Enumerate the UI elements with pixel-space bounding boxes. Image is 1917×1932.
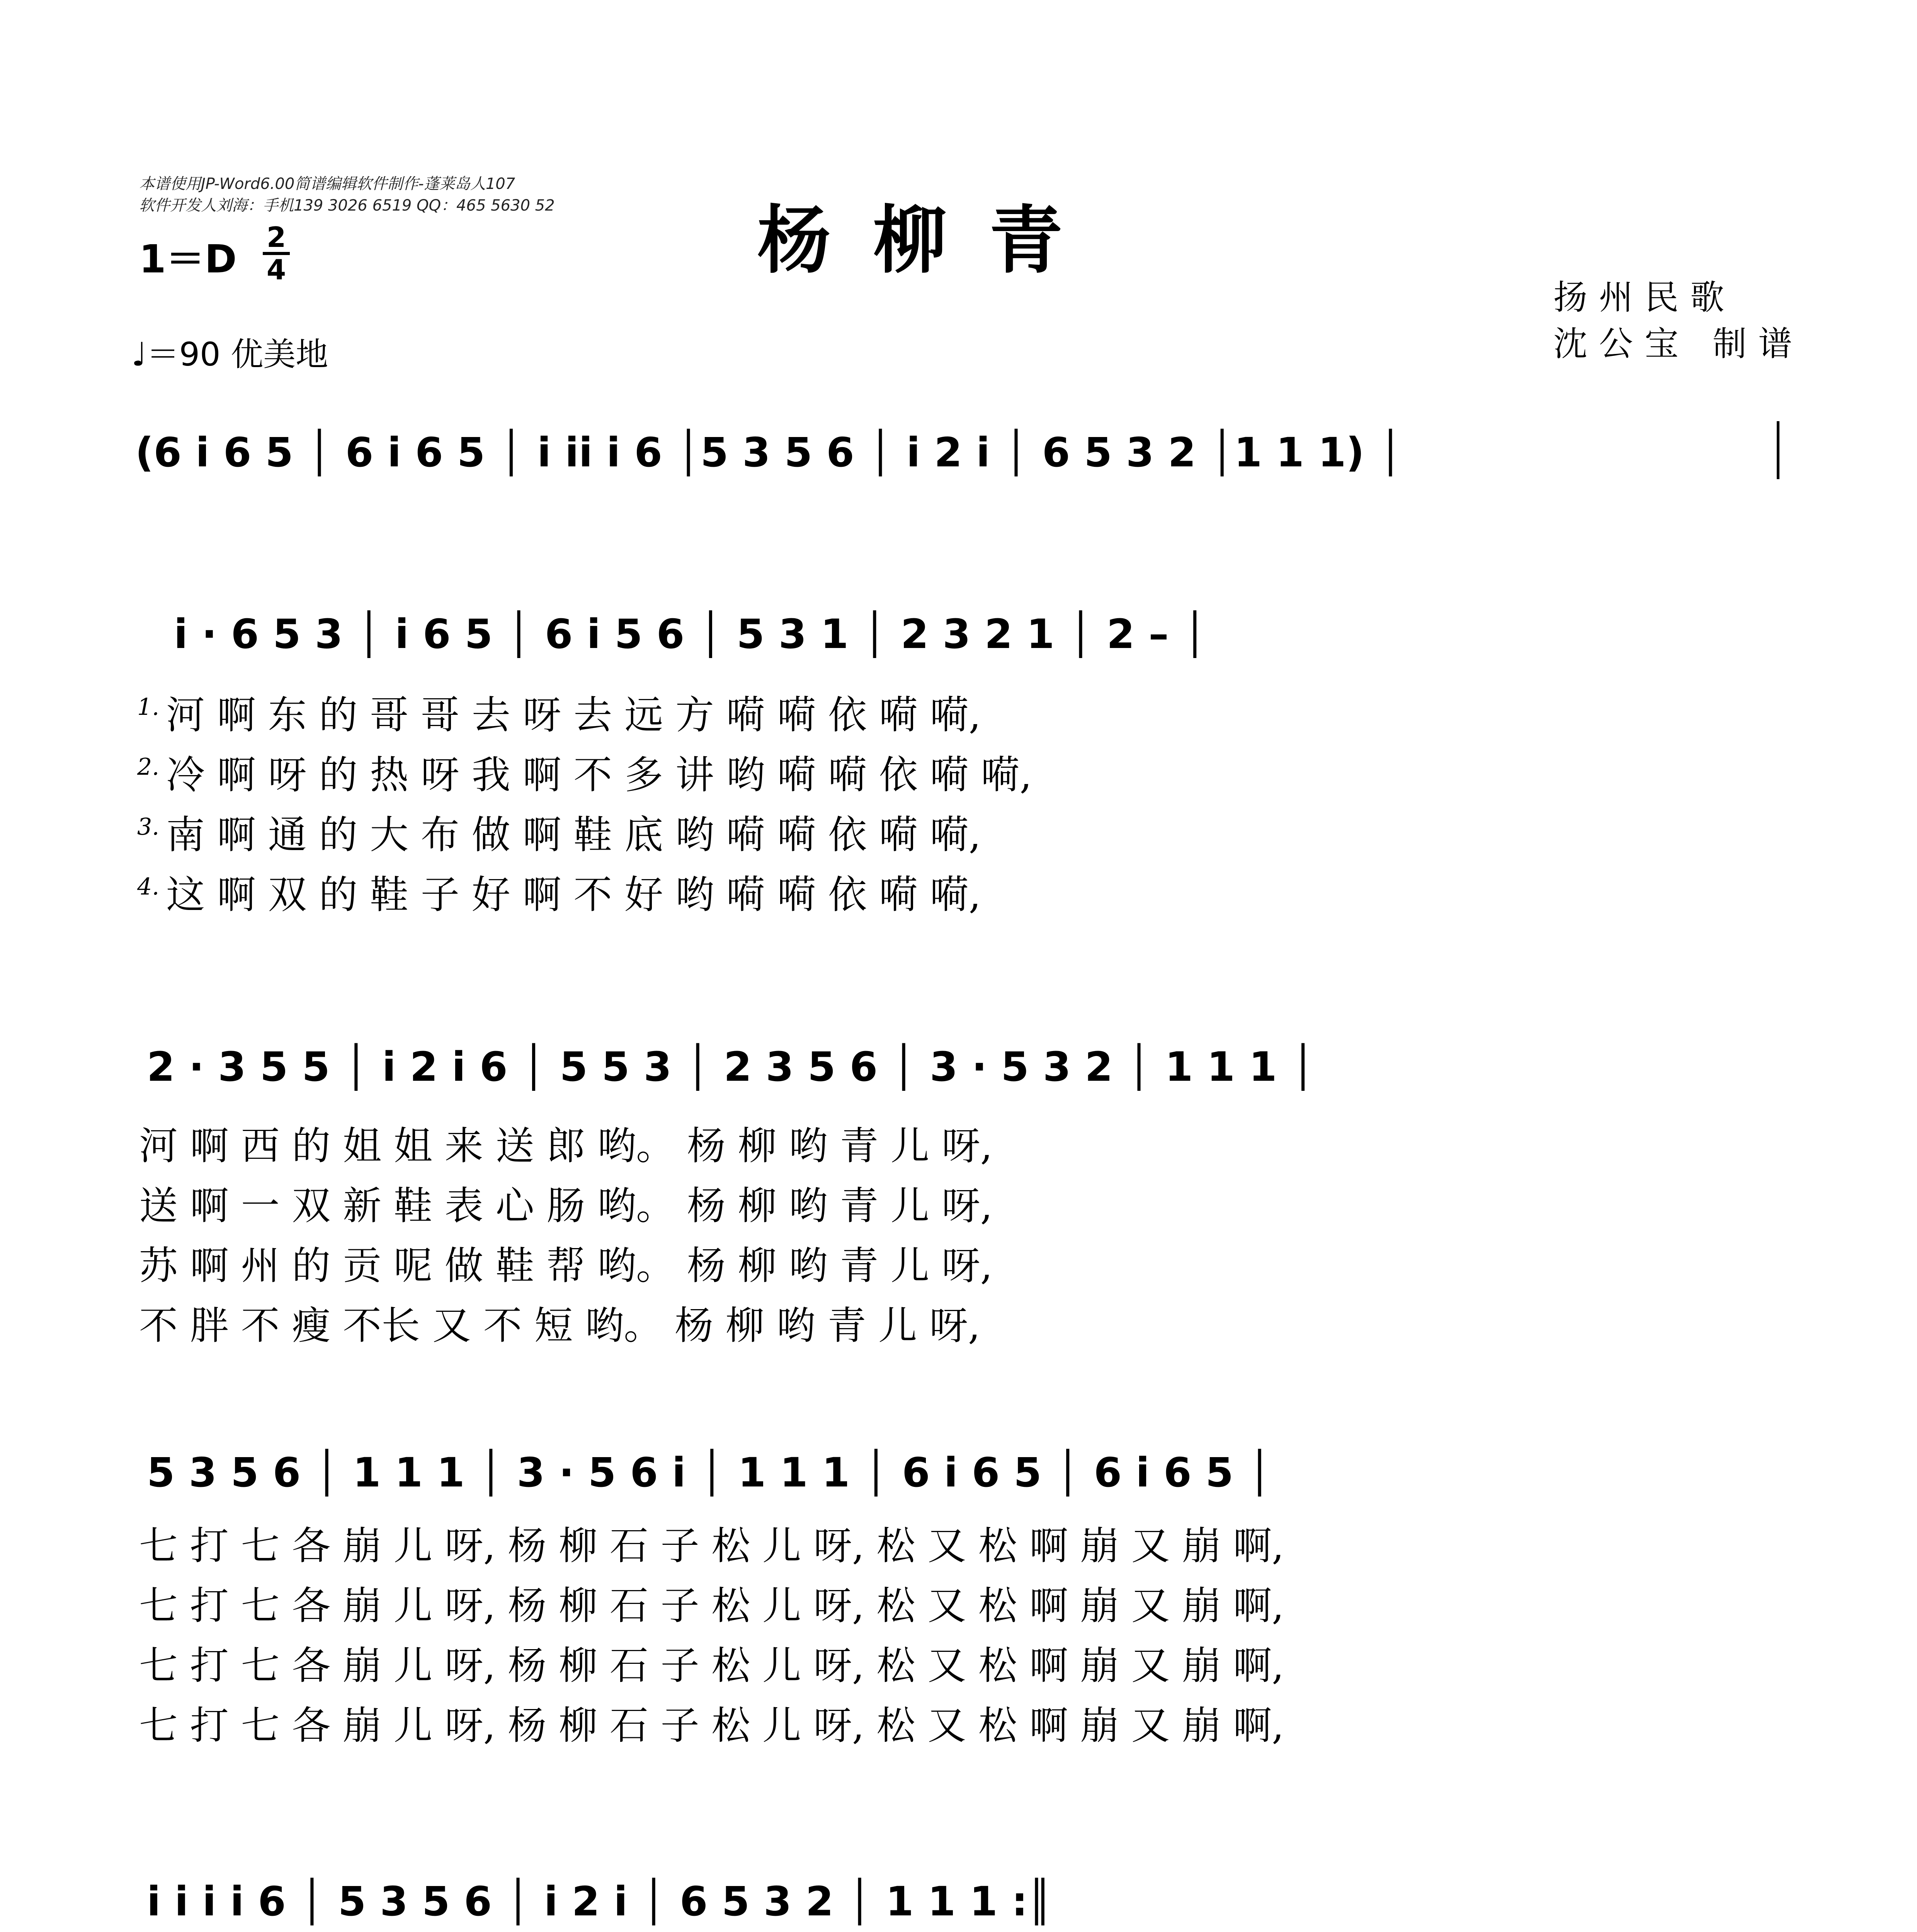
notation-line-1: i · 6 5 3 │ i 6 5 │ 6 i 5 6 │ 5 3 1 │ 2 3 2 1 │ 2 – │ (174, 611, 1207, 658)
lyric-line-2-verse-3: 苏 啊 州 的 贡 呢 做 鞋 帮 哟。 杨 柳 哟 青 儿 呀, (139, 1243, 993, 1288)
lyric-line-1-verse-4: 这 啊 双 的 鞋 子 好 啊 不 好 哟 嗬 嗬 依 嗬 嗬, (166, 872, 981, 917)
lyric-line-2-verse-4: 不 胖 不 瘦 不长 又 不 短 哟。 杨 柳 哟 青 儿 呀, (139, 1303, 980, 1348)
barline-end-intro (1777, 421, 1779, 479)
notation-line-4: i i i i 6 │ 5 3 5 6 │ i 2 i │ 6 5 3 2 │ 1 1 1 :║ (147, 1878, 1052, 1925)
verse-number-1: 1. (137, 694, 160, 721)
lyric-line-1-verse-1: 河 啊 东 的 哥 哥 去 呀 去 远 方 嗬 嗬 依 嗬 嗬, (166, 692, 981, 738)
notation-line-intro: (6 i 6 5 │ 6 i 6 5 │ i ii i 6 │5 3 5 6 │ i 2 i │ 6 5 3 2 │1 1 1) │ (135, 429, 1403, 476)
time-signature-top: 2 (266, 221, 286, 253)
lyric-line-1-verse-3: 南 啊 通 的 大 布 做 啊 鞋 底 哟 嗬 嗬 依 嗬 嗬, (166, 812, 981, 857)
lyric-line-2-verse-2: 送 啊 一 双 新 鞋 表 心 肠 哟。 杨 柳 哟 青 儿 呀, (139, 1183, 993, 1228)
lyric-line-2-verse-1: 河 啊 西 的 姐 姐 来 送 郎 哟。 杨 柳 哟 青 儿 呀, (139, 1123, 993, 1168)
key-signature: 1＝D (139, 236, 237, 282)
arranger-credit: 沈公宝 制谱 (1553, 324, 1804, 364)
verse-number-3: 3. (137, 813, 160, 840)
lyric-line-3-verse-1: 七 打 七 各 崩 儿 呀, 杨 柳 石 子 松 儿 呀, 松 又 松 啊 崩 又 崩 啊, (139, 1523, 1284, 1568)
origin-credit: 扬州民歌 (1553, 277, 1736, 317)
software-credit-line-2: 软件开发人刘海：手机139 3026 6519 QQ：465 5630 52 (139, 197, 555, 214)
software-credit-line-1: 本谱使用JP-Word6.00简谱编辑软件制作-蓬莱岛人107 (139, 175, 515, 193)
lyric-line-3-verse-2: 七 打 七 各 崩 儿 呀, 杨 柳 石 子 松 儿 呀, 松 又 松 啊 崩 又 崩 啊, (139, 1583, 1284, 1628)
verse-number-4: 4. (137, 873, 160, 900)
lyric-line-1-verse-2: 冷 啊 呀 的 热 呀 我 啊 不 多 讲 哟 嗬 嗬 依 嗬 嗬, (166, 752, 1032, 798)
lyric-line-3-verse-3: 七 打 七 各 崩 儿 呀, 杨 柳 石 子 松 儿 呀, 松 又 松 啊 崩 又 崩 啊, (139, 1643, 1284, 1688)
song-title: 杨柳青 (757, 197, 1106, 283)
time-signature-bottom: 4 (266, 253, 286, 286)
notation-line-2: 2 · 3 5 5 │ i 2 i 6 │ 5 5 3 │ 2 3 5 6 │ 3 · 5 3 2 │ 1 1 1 │ (147, 1043, 1315, 1090)
verse-number-2: 2. (137, 753, 160, 781)
notation-line-3: 5 3 5 6 │ 1 1 1 │ 3 · 5 6 i │ 1 1 1 │ 6 i 6 5 │ 6 i 6 5 │ (147, 1449, 1272, 1496)
time-signature (263, 221, 290, 286)
tempo-marking: ♩＝90 优美地 (131, 335, 328, 373)
lyric-line-3-verse-4: 七 打 七 各 崩 儿 呀, 杨 柳 石 子 松 儿 呀, 松 又 松 啊 崩 又 崩 啊, (139, 1703, 1284, 1748)
